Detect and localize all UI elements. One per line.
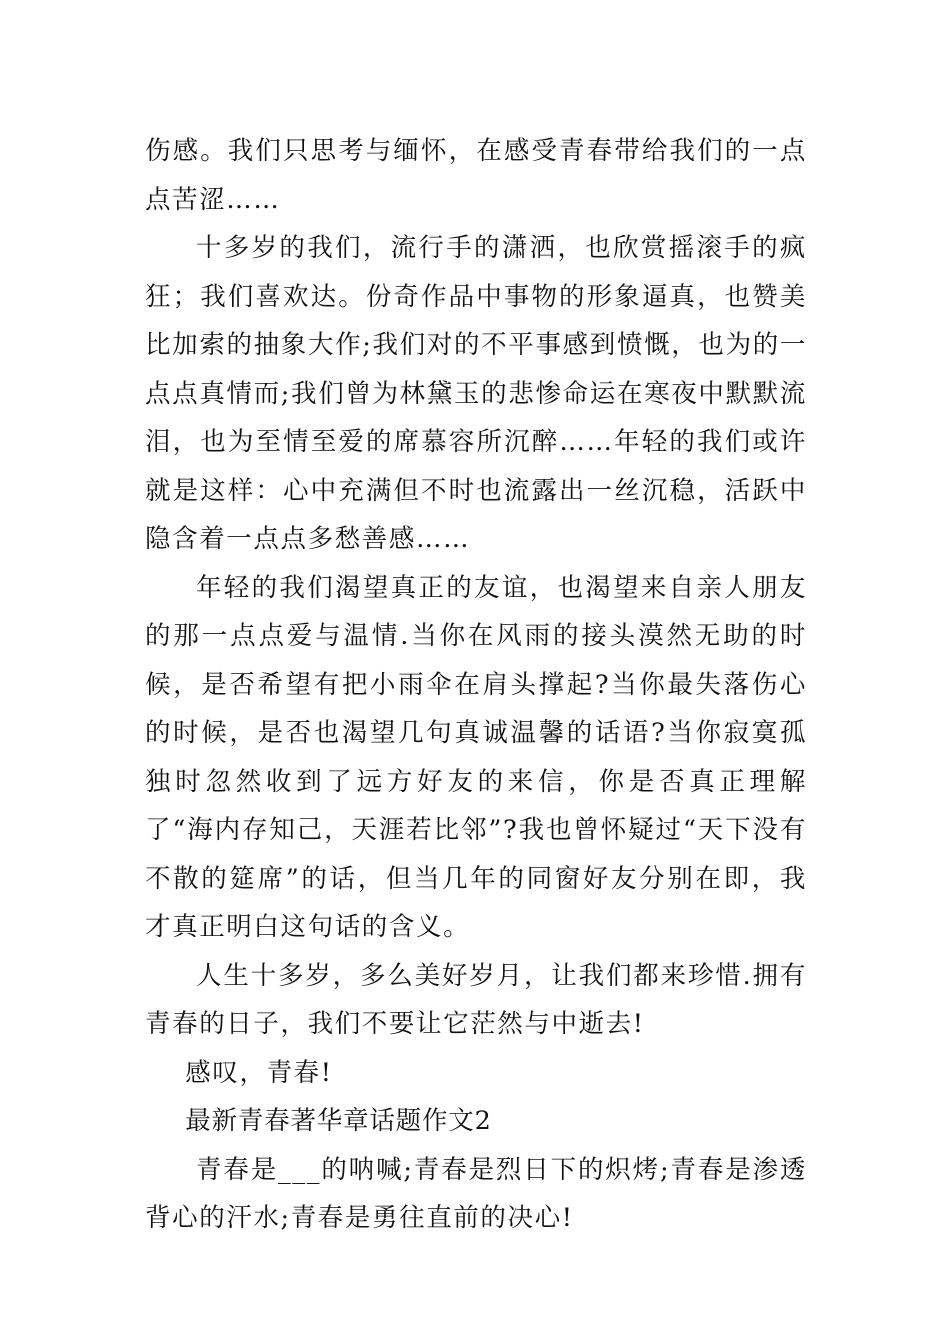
paragraph-continuation: 伤感。我们只思考与缅怀，在感受青春带给我们的一点点苦涩…… [145, 136, 807, 215]
paragraph-youth-is: 青春是___的呐喊;青春是烈日下的炽烤;青春是渗透背心的汗水;青春是勇往直前的决心! [145, 1154, 807, 1233]
paragraph-teenage-tastes: 十多岁的我们，流行手的潇洒，也欣赏摇滚手的疯狂；我们喜欢达。份奇作品中事物的形象逼真，也赞美比加索的抽象大作;我们对的不平事感到愤慨，也为的一点点真情而;我们曾为林黛玉的悲惨命运在寒夜中默默流泪，也为至情至爱的席慕容所沉醉……年轻的我们或许就是这样：心中充满但不时也流露出一丝沉稳，活跃中隐含着一点点多愁善感…… [145, 233, 807, 554]
paragraph-cherish-youth: 人生十多岁，多么美好岁月，让我们都来珍惜.拥有青春的日子，我们不要让它茫然与中逝去! [145, 960, 807, 1039]
paragraph-friendship: 年轻的我们渴望真正的友谊，也渴望来自亲人朋友的那一点点爱与温情.当你在风雨的接头漠然无助的时候，是否希望有把小雨伞在肩头撑起?当你最失落伤心的时候，是否也渴望几句真诚温馨的话语?当你寂寞孤独时忽然收到了远方好友的来信，你是否真正理解了“海内存知己，天涯若比邻”?我也曾怀疑过“天下没有不散的筵席”的话，但当几年的同窗好友分别在即，我才真正明白这句话的含义。 [145, 572, 807, 942]
paragraph-exclamation: 感叹，青春! [185, 1057, 333, 1088]
section-heading: 最新青春著华章话题作文2 [185, 1106, 492, 1136]
document-body [145, 127, 807, 1243]
